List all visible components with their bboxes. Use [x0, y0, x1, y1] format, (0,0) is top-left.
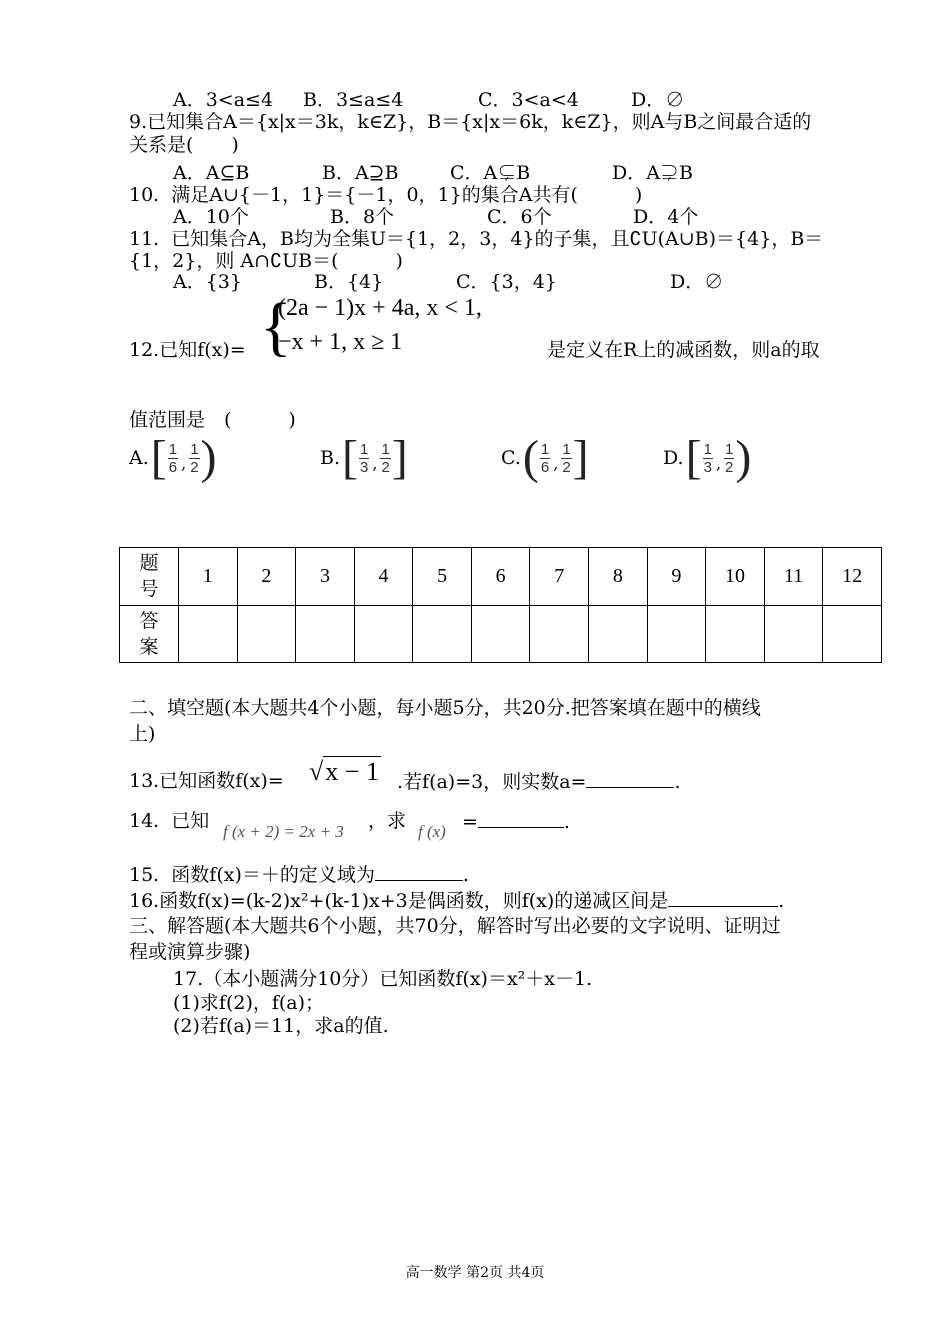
interval-close-bracket: ) [200, 431, 217, 484]
q9-option-d: D．A⊋B [612, 162, 693, 184]
comma: , [553, 454, 559, 473]
question-number-cell: 9 [647, 548, 706, 606]
q15-end: . [462, 864, 469, 886]
q9-option-a: A．A⊆B [173, 162, 250, 184]
q16-end: . [778, 890, 785, 912]
numerator: 1 [381, 440, 390, 458]
q17-stem: 17.（本小题满分10分）已知函数f(x)＝x²＋x－1. [173, 968, 593, 990]
q14-answer-blank[interactable] [478, 809, 564, 828]
question-number-cell: 11 [764, 548, 823, 606]
piecewise-brace: { [260, 290, 292, 363]
q16-answer-blank[interactable] [668, 888, 778, 907]
q10-option-d: D．4个 [633, 206, 699, 228]
fraction [703, 441, 713, 476]
fraction [168, 441, 178, 476]
q11-stem-line2: {1，2}，则 A∩∁UB＝( ) [129, 250, 403, 272]
q11-option-b: B．{4} [314, 271, 384, 293]
denominator: 6 [168, 458, 178, 476]
q12-stem-line2: 值范围是 ( ) [129, 409, 296, 431]
q8-option-a: A．3<a≤4 [173, 89, 274, 111]
q9-stem-line1: 9.已知集合A＝{x|x＝3k，k∈Z}，B＝{x|x＝6k，k∈Z}，则A与B之间最合适的 [129, 111, 812, 133]
numerator: 1 [540, 440, 550, 458]
numerator: 1 [360, 440, 369, 458]
q15-line [129, 862, 469, 887]
q13-radicand: x − 1 [325, 757, 379, 786]
q13-suffix [397, 769, 681, 794]
denominator: 3 [360, 458, 369, 476]
q13-answer-blank[interactable] [586, 769, 674, 788]
answer-cell[interactable] [823, 605, 882, 663]
q14-mid: ，求 [368, 810, 407, 832]
q12-option-label: C. [501, 446, 521, 469]
interval-open-bracket: [ [685, 431, 702, 484]
q9-option-c: C．A⊊B [450, 162, 531, 184]
question-number-cell: 4 [354, 548, 413, 606]
q11-stem-line1: 11. 已知集合A，B均为全集U＝{1，2，3，4}的子集，且∁U(A∪B)＝{4}，B＝ [129, 228, 824, 250]
denominator: 2 [725, 458, 734, 476]
q13-sqrt: √x − 1 [309, 757, 379, 786]
q10-option-c: C．6个 [487, 206, 552, 228]
fraction [724, 441, 734, 476]
q8-option-c: C．3<a<4 [478, 89, 579, 111]
answer-cell[interactable] [296, 605, 355, 663]
question-number-cell: 6 [471, 548, 530, 606]
q13-end: . [674, 771, 681, 793]
answer-cell[interactable] [237, 605, 296, 663]
interval-close-bracket: ] [391, 431, 408, 484]
interval-open-bracket: [ [150, 431, 167, 484]
fraction [540, 441, 550, 476]
q12-option-b [320, 431, 408, 484]
q10-option-a: A．10个 [173, 206, 249, 228]
question-number-cell: 8 [589, 548, 648, 606]
section2-title-line1: 二、填空题(本大题共4个小题，每小题5分，共20分.把答案填在题中的横线 [129, 697, 761, 719]
answer-cell[interactable] [471, 605, 530, 663]
question-number-cell: 10 [706, 548, 765, 606]
q17-part1: (1)求f(2)，f(a)； [173, 992, 325, 1014]
q14-prefix: 14. 已知 [129, 810, 210, 832]
q14-answer [462, 809, 570, 834]
interval-close-bracket: ] [572, 431, 589, 484]
q12-option-a [129, 431, 217, 484]
answer-table [119, 547, 882, 663]
answer-cell[interactable] [589, 605, 648, 663]
numerator: 1 [562, 440, 571, 458]
answer-cell[interactable] [530, 605, 589, 663]
q13-suffix-text: .若f(a)=3，则实数a= [397, 771, 587, 793]
answer-cell[interactable] [354, 605, 413, 663]
q12-option-c [501, 431, 589, 484]
numerator: 1 [703, 440, 712, 458]
comma: , [181, 454, 187, 473]
q12-option-label: B. [320, 446, 341, 469]
denominator: 2 [190, 458, 199, 476]
q13-prefix: 13.已知函数f(x)= [129, 770, 284, 792]
fraction [561, 441, 571, 476]
q11-option-d: D．∅ [670, 271, 724, 293]
q10-stem: 10. 满足A∪{－1，1}＝{－1，0，1}的集合A共有( ) [129, 184, 643, 206]
q15-text: 15. 函数f(x)＝＋的定义域为 [129, 864, 375, 886]
fraction [359, 441, 369, 476]
q14-ask: f (x) [418, 822, 446, 841]
q11-option-c: C．{3，4} [456, 271, 557, 293]
denominator: 6 [540, 458, 550, 476]
section2-title-line2: 上) [129, 723, 156, 745]
q12-prefix: 12.已知f(x)= [129, 339, 246, 361]
section3-title-line1: 三、解答题(本大题共6个小题，共70分，解答时写出必要的文字说明、证明过 [129, 915, 781, 937]
page-footer: 高一数学 第2页 共4页 [405, 1265, 545, 1281]
q14-given: f (x + 2) = 2x + 3 [223, 822, 344, 841]
answer-cell[interactable] [706, 605, 765, 663]
q9-stem-line2: 关系是( ) [129, 134, 239, 156]
q17-part2: (2)若f(a)＝11，求a的值. [173, 1015, 389, 1037]
q11-option-a: A．{3} [173, 271, 242, 293]
q16-line [129, 888, 784, 913]
q9-option-b: B．A⊇B [322, 162, 399, 184]
q10-option-b: B．8个 [330, 206, 395, 228]
q12-option-label: D. [663, 446, 684, 469]
numerator: 1 [190, 440, 199, 458]
q14-eq: = [462, 811, 478, 833]
q12-piece-1: (2a − 1)x + 4a, x < 1, [278, 295, 482, 321]
denominator: 3 [703, 458, 712, 476]
interval-open-bracket: ( [522, 431, 539, 484]
question-number-cell: 5 [413, 548, 472, 606]
answer-table-answer-row [120, 605, 882, 663]
question-number-cell: 3 [296, 548, 355, 606]
question-number-header: 题 号 [120, 548, 179, 606]
interval-open-bracket: [ [342, 431, 358, 484]
denominator: 2 [381, 458, 390, 476]
answer-cell[interactable] [413, 605, 472, 663]
q12-option-d [663, 431, 752, 484]
denominator: 2 [562, 458, 571, 476]
section3-title-line2: 程或演算步骤) [129, 941, 251, 963]
fraction [380, 441, 390, 476]
q8-option-b: B．3≤a≤4 [303, 89, 404, 111]
interval-close-bracket: ) [735, 431, 752, 484]
q14-end: . [563, 811, 570, 833]
question-number-cell: 2 [237, 548, 296, 606]
numerator: 1 [168, 440, 178, 458]
question-number-cell: 7 [530, 548, 589, 606]
answer-cell[interactable] [179, 605, 238, 663]
fraction [189, 441, 199, 476]
answer-cell[interactable] [647, 605, 706, 663]
comma: , [715, 454, 722, 473]
q8-option-d: D．∅ [631, 89, 685, 111]
numerator: 1 [725, 440, 734, 458]
q12-piece-2: −x + 1, x ≥ 1 [278, 329, 403, 355]
answer-table-header-row [120, 548, 882, 606]
q15-answer-blank[interactable] [375, 862, 463, 881]
answer-cell[interactable] [764, 605, 823, 663]
q12-suffix: 是定义在R上的减函数，则a的取 [547, 339, 820, 361]
q12-option-label: A. [129, 446, 149, 469]
answer-header: 答 案 [120, 605, 179, 663]
q16-text: 16.函数f(x)=(k-2)x²+(k-1)x+3是偶函数，则f(x)的递减区间是 [129, 890, 669, 912]
comma: , [372, 454, 378, 473]
question-number-cell: 12 [823, 548, 882, 606]
question-number-cell: 1 [179, 548, 238, 606]
